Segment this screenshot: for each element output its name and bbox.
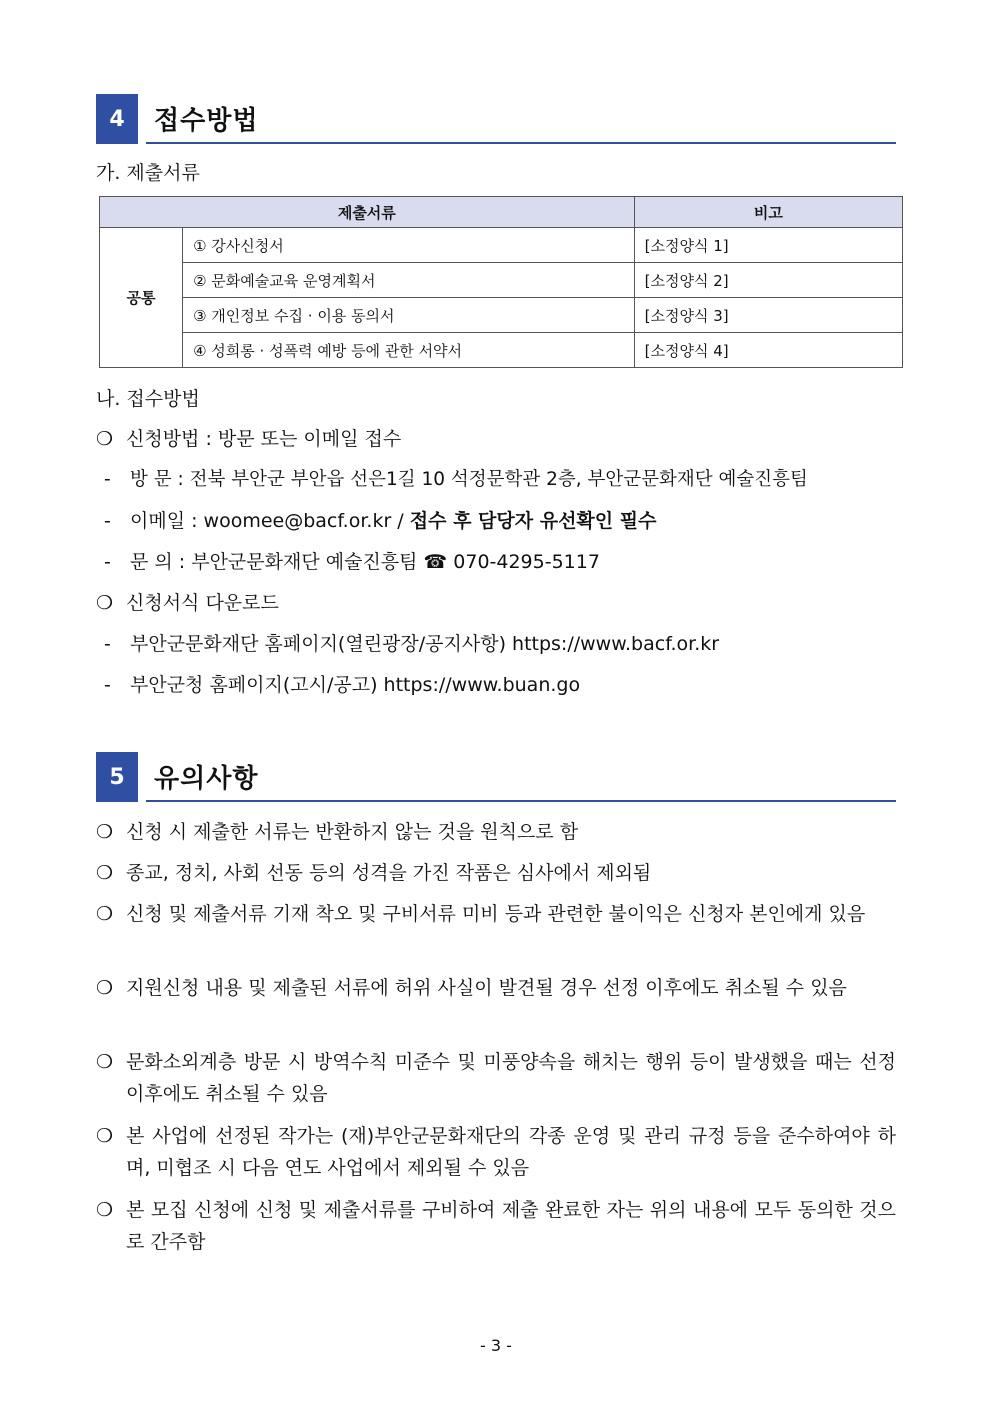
notice-text: 본 모집 신청에 신청 및 제출서류를 구비하여 제출 완료한 자는 위의 내용에 모두 동의한 것으로 간주함 — [126, 1199, 896, 1253]
table-cell-item: ① 강사신청서 — [183, 228, 635, 263]
download-text: 신청서식 다운로드 — [126, 592, 279, 614]
table-cell-note: [소정양식 2] — [634, 263, 902, 298]
section-divider — [146, 800, 896, 802]
section-5-header — [96, 752, 896, 802]
section-number: 5 — [96, 752, 138, 802]
notice-item — [96, 898, 896, 930]
table-group-cell: 공통 — [100, 228, 183, 368]
notice-text: 신청 시 제출한 서류는 반환하지 않는 것을 원칙으로 함 — [126, 821, 579, 843]
section-4-header — [96, 94, 896, 144]
notice-text: 본 사업에 선정된 작가는 (재)부안군문화재단의 각종 운영 및 관리 규정 등을 준수하여야 하며, 미협조 시 다음 연도 사업에서 제외될 수 있음 — [126, 1125, 896, 1179]
bullet-circle-icon: ❍ — [96, 592, 114, 614]
bullet-circle-icon: ❍ — [96, 903, 114, 925]
dash-line — [104, 506, 656, 533]
table-row — [100, 333, 903, 368]
table-cell-item: ② 문화예술교육 운영계획서 — [183, 263, 635, 298]
sub-heading-documents: 가. 제출서류 — [96, 162, 200, 184]
dash-line — [104, 670, 580, 697]
bullet-circle-icon: ❍ — [96, 1199, 114, 1221]
inquiry-text: 문 의 : 부안군문화재단 예술진흥팀 ☎ 070-4295-5117 — [130, 551, 600, 573]
notice-item — [96, 816, 896, 848]
table-cell-note: [소정양식 1] — [634, 228, 902, 263]
notice-text: 종교, 정치, 사회 선동 등의 성격을 가진 작품은 심사에서 제외됨 — [126, 862, 652, 884]
bullet-circle-icon: ❍ — [96, 977, 114, 999]
section-divider — [146, 142, 896, 144]
documents-table — [99, 196, 903, 368]
dash-line — [104, 465, 808, 491]
bullet-circle-icon: ❍ — [96, 862, 114, 884]
dash-line — [104, 547, 600, 574]
bullet-line — [96, 588, 279, 615]
table-header-row — [100, 197, 903, 228]
dash-icon: - — [104, 674, 111, 696]
table-row — [100, 298, 903, 333]
table-row — [100, 263, 903, 298]
table-cell-item: ④ 성희롱 · 성폭력 예방 등에 관한 서약서 — [183, 333, 635, 368]
bullet-circle-icon: ❍ — [96, 1125, 114, 1147]
notice-item — [96, 1194, 896, 1258]
page-number: - 3 - — [480, 1336, 512, 1355]
notice-item — [96, 1120, 896, 1184]
bullet-line — [96, 424, 401, 451]
dash-icon: - — [104, 469, 111, 490]
visit-text: 방 문 : 전북 부안군 부안읍 선은1길 10 석정문학관 2층, 부안군문화재단 예술진흥팀 — [130, 469, 808, 490]
dash-icon: - — [104, 510, 111, 532]
table-cell-note: [소정양식 4] — [634, 333, 902, 368]
method-text: 신청방법 : 방문 또는 이메일 접수 — [126, 428, 402, 450]
notice-item — [96, 857, 896, 889]
notice-item — [96, 972, 896, 1004]
sub-heading-method: 나. 접수방법 — [96, 388, 200, 410]
dash-icon: - — [104, 551, 111, 573]
section-number: 4 — [96, 94, 138, 144]
section-title: 접수방법 — [154, 106, 259, 136]
email-notice: 접수 후 담당자 유선확인 필수 — [409, 510, 657, 532]
bullet-circle-icon: ❍ — [96, 821, 114, 843]
table-cell-note: [소정양식 3] — [634, 298, 902, 333]
notice-text: 문화소외계층 방문 시 방역수칙 미준수 및 미풍양속을 해치는 행위 등이 발생했을 때는 선정 이후에도 취소될 수 있음 — [126, 1051, 896, 1105]
download-link-foundation[interactable]: 부안군문화재단 홈페이지(열린광장/공지사항) https://www.bacf.or.kr — [130, 633, 720, 655]
notice-text: 신청 및 제출서류 기재 착오 및 구비서류 미비 등과 관련한 불이익은 신청자 본인에게 있음 — [126, 903, 866, 925]
dash-line — [104, 629, 719, 656]
bullet-circle-icon: ❍ — [96, 1051, 114, 1073]
email-text: 이메일 : woomee@bacf.or.kr / — [130, 510, 410, 532]
section-title: 유의사항 — [154, 764, 259, 794]
notice-item — [96, 1046, 896, 1110]
download-link-county[interactable]: 부안군청 홈페이지(고시/공고) https://www.buan.go — [130, 674, 581, 696]
table-header: 비고 — [634, 197, 902, 228]
table-header: 제출서류 — [100, 197, 635, 228]
table-cell-item: ③ 개인정보 수집 · 이용 동의서 — [183, 298, 635, 333]
table-row — [100, 228, 903, 263]
notice-text: 지원신청 내용 및 제출된 서류에 허위 사실이 발견될 경우 선정 이후에도 취소될 수 있음 — [126, 977, 847, 999]
bullet-circle-icon: ❍ — [96, 428, 114, 450]
dash-icon: - — [104, 633, 111, 655]
